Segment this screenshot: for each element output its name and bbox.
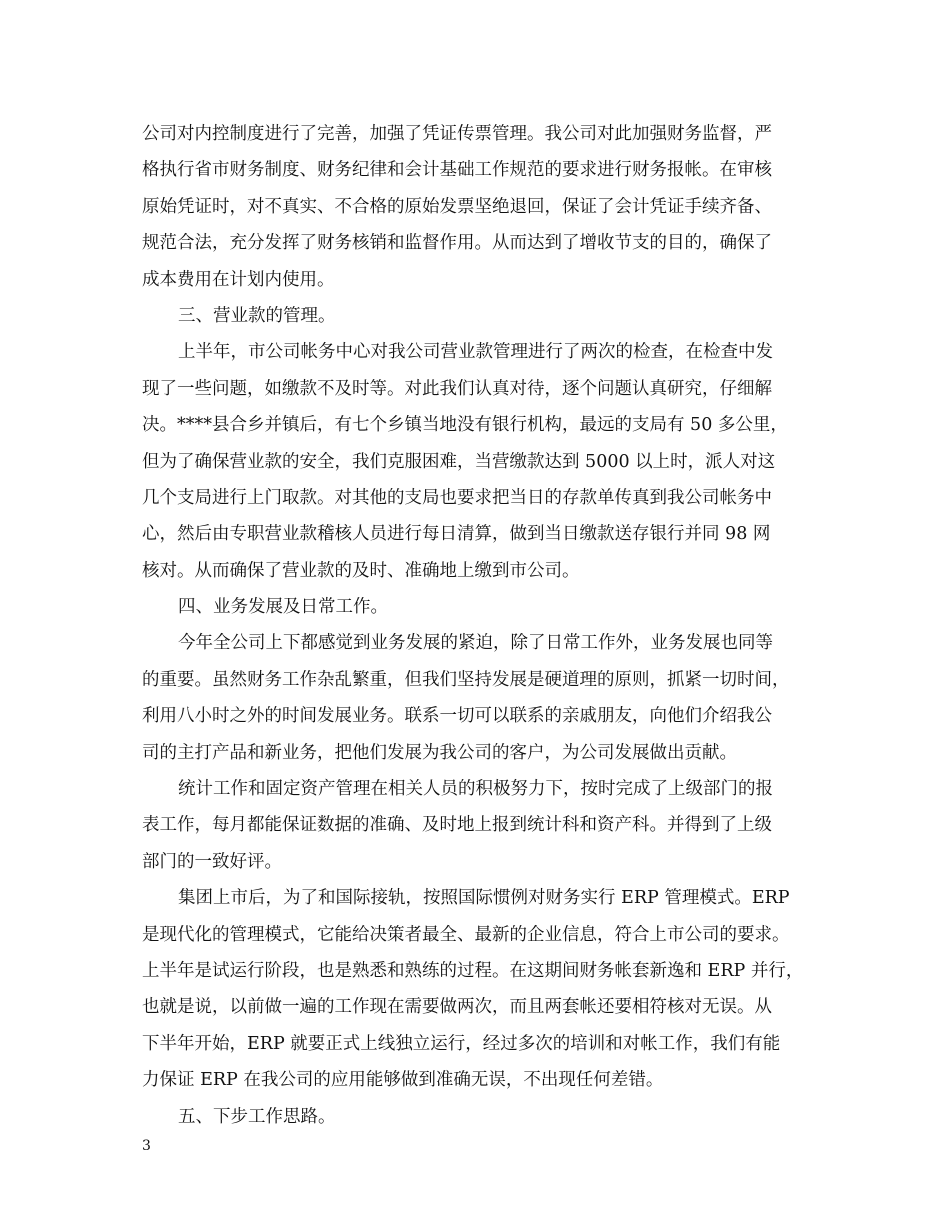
text-line: 现了一些问题，如缴款不及时等。对此我们认真对待，逐个问题认真研究，仔细解 — [142, 378, 772, 399]
text-line: 力保证 ERP 在我公司的应用能够做到准确无误，不出现任何差错。 — [142, 1070, 664, 1091]
paragraph-first-line: 上半年，市公司帐务中心对我公司营业款管理进行了两次的检查，在检查中发 — [178, 342, 773, 363]
paragraph-first-line: 今年全公司上下都感觉到业务发展的紧迫，除了日常工作外，业务发展也同等 — [178, 633, 773, 654]
text-line: 司的主打产品和新业务，把他们发展为我公司的客户，为公司发展做出贡献。 — [142, 742, 737, 763]
text-line: 心，然后由专职营业款稽核人员进行每日清算，做到当日缴款送存银行并同 98 网 — [142, 524, 771, 545]
paragraph-first-line: 集团上市后，为了和国际接轨，按照国际惯例对财务实行 ERP 管理模式。ERP — [178, 888, 790, 909]
text-line: 表工作，每月都能保证数据的准确、及时地上报到统计科和资产科。并得到了上级 — [142, 815, 772, 836]
text-line: 但为了确保营业款的安全，我们克服困难，当营缴款达到 5000 以上时，派人对这 — [142, 451, 776, 472]
text-line: 规范合法，充分发挥了财务核销和监督作用。从而达到了增收节支的目的，确保了 — [142, 233, 772, 254]
paragraph-first-line: 三、营业款的管理。 — [178, 305, 336, 326]
paragraph-first-line: 四、业务发展及日常工作。 — [178, 597, 388, 618]
text-line: 的重要。虽然财务工作杂乱繁重，但我们坚持发展是硬道理的原则，抓紧一切时间， — [142, 669, 790, 690]
text-line: 原始凭证时，对不真实、不合格的原始发票坚绝退回，保证了会计凭证手续齐备、 — [142, 196, 772, 217]
text-line: 也就是说，以前做一遍的工作现在需要做两次，而且两套帐还要相符核对无误。从 — [142, 997, 772, 1018]
document-body — [142, 116, 822, 1135]
text-line: 决。****县合乡并镇后，有七个乡镇当地没有银行机构，最远的支局有 50 多公里， — [142, 415, 788, 436]
text-line: 核对。从而确保了营业款的及时、准确地上缴到市公司。 — [142, 560, 580, 581]
paragraph-first-line: 五、下步工作思路。 — [178, 1106, 336, 1127]
paragraph-first-line: 统计工作和固定资产管理在相关人员的积极努力下，按时完成了上级部门的报 — [178, 779, 773, 800]
text-line: 是现代化的管理模式，它能给决策者最全、最新的企业信息，符合上市公司的要求。 — [142, 924, 790, 945]
text-line: 格执行省市财务制度、财务纪律和会计基础工作规范的要求进行财务报帐。在审核 — [142, 160, 772, 181]
text-line: 成本费用在计划内使用。 — [142, 269, 335, 290]
page-number: 3 — [142, 1138, 151, 1154]
text-line: 利用八小时之外的时间发展业务。联系一切可以联系的亲戚朋友，向他们介绍我公 — [142, 706, 772, 727]
text-line: 部门的一致好评。 — [142, 851, 282, 872]
text-line: 上半年是试运行阶段，也是熟悉和熟练的过程。在这期间财务帐套新逸和 ERP 并行， — [142, 960, 804, 981]
text-line: 公司对内控制度进行了完善，加强了凭证传票管理。我公司对此加强财务监督，严 — [142, 124, 772, 144]
text-line: 几个支局进行上门取款。对其他的支局也要求把当日的存款单传真到我公司帐务中 — [142, 487, 772, 508]
text-line: 下半年开始，ERP 就要正式上线独立运行，经过多次的培训和对帐工作，我们有能 — [142, 1033, 781, 1054]
